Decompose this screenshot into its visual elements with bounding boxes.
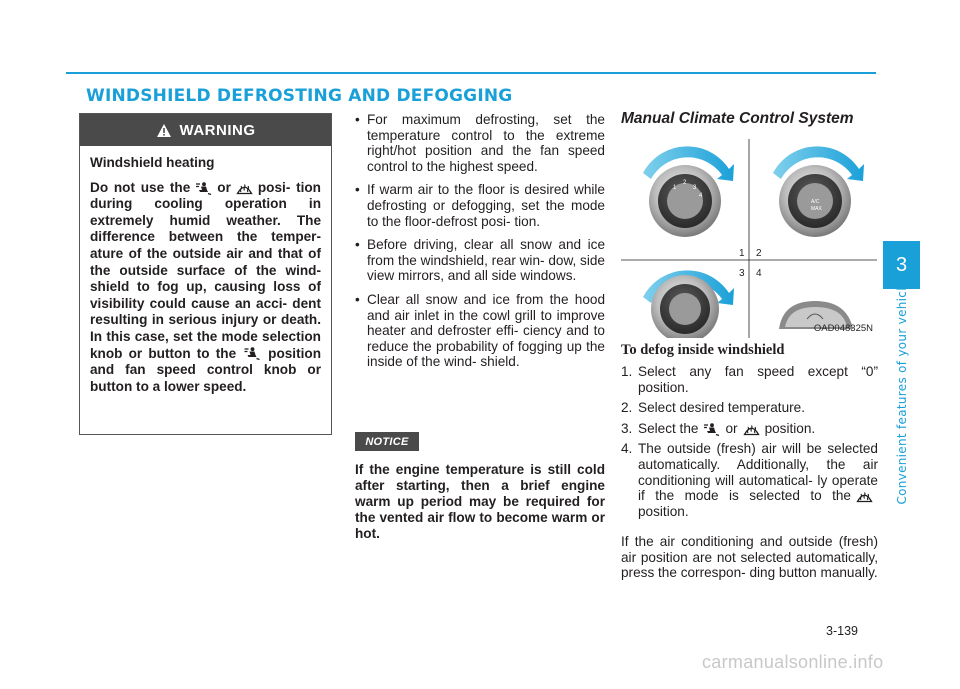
step-number: 2. — [621, 400, 633, 416]
defrost-icon — [236, 182, 253, 195]
warning-body — [80, 146, 331, 395]
quadrant-label-1: 1 — [739, 248, 745, 259]
floor-defrost-icon — [703, 423, 720, 436]
watermark: carmanualsonline.info — [702, 652, 884, 672]
middle-column — [355, 112, 605, 378]
figure-code: OAD048325N — [813, 323, 873, 334]
fan-tick-2: 2 — [683, 180, 687, 186]
list-item — [621, 364, 878, 395]
step-number: 4. — [621, 441, 633, 457]
list-item — [621, 421, 878, 437]
quadrant-label-3: 3 — [739, 268, 745, 279]
climate-control-illustration — [621, 139, 877, 338]
warning-text-part1: Do not use the — [90, 179, 191, 195]
list-item — [355, 292, 605, 370]
step-text: position. — [764, 420, 816, 436]
list-item — [621, 441, 878, 519]
fan-tick-1: 1 — [673, 185, 677, 191]
page-number: 3-139 — [826, 624, 858, 638]
bullet-dot: • — [355, 112, 360, 127]
temp-label-ac: A/C — [811, 199, 820, 205]
step-text: Select the — [638, 420, 699, 436]
bullet-dot: • — [355, 182, 360, 198]
quadrant-label-4: 4 — [756, 268, 762, 279]
step-text: Select desired temperature. — [638, 400, 805, 416]
fan-tick-4: 4 — [699, 193, 703, 199]
list-item — [355, 112, 605, 174]
list-item — [355, 182, 605, 229]
top-rule — [66, 72, 876, 74]
step-text: Select any fan speed except “0” position. — [638, 364, 878, 395]
bullet-dot: • — [355, 291, 360, 307]
bullet-text: Before driving, clear all snow and ice from the windshield, rear win- dow, side view mirrors, and all side windows. — [367, 237, 605, 284]
fan-speed-knob — [643, 146, 734, 237]
temp-label-max: MAX — [811, 206, 822, 212]
bullet-list — [355, 112, 605, 370]
warning-heading: Windshield heating — [90, 155, 215, 170]
warning-title: WARNING — [179, 121, 256, 139]
final-paragraph: If the air conditioning and outside (fresh) air position are not selected automatically, press the correspon- ding button manually. — [621, 534, 878, 581]
warning-header — [80, 114, 331, 146]
warning-triangle-icon — [156, 123, 172, 138]
mode-knob — [643, 270, 734, 338]
list-item — [355, 237, 605, 284]
floor-defrost-icon — [241, 347, 263, 360]
step-text: position. — [638, 503, 689, 519]
warning-text — [90, 180, 321, 396]
fan-tick-3: 3 — [693, 185, 697, 191]
bullet-text: If warm air to the floor is desired while defrosting or defogging, set the mode to the floor-defrost posi- tion. — [367, 182, 605, 229]
bullet-text: For maximum defrosting, set the temperature control to the extreme right/hot position and the fan speed control to the highest speed. — [367, 112, 605, 174]
bullet-dot: • — [355, 237, 360, 253]
bullet-text: Clear all snow and ice from the hood and air inlet in the cowl grill to improve heater and defroster effi- ciency and to reduce the probability of fogging up the inside of the wind- shield. — [367, 291, 605, 370]
warning-text-part3: position and fan speed control knob or button to a lower speed. — [90, 345, 321, 394]
temperature-knob — [773, 146, 864, 237]
quadrant-label-2: 2 — [756, 248, 762, 259]
floor-defrost-icon — [195, 182, 212, 195]
steps-list — [621, 364, 878, 524]
climate-control-figure — [621, 139, 877, 338]
notice-badge: NOTICE — [355, 432, 419, 451]
notice-text: If the engine temperature is still cold after starting, then a brief engine warm up period may be required for the vented air flow to become warm or hot. — [355, 462, 605, 541]
step-number: 1. — [621, 364, 633, 379]
warning-box — [79, 113, 332, 435]
warning-or: or — [217, 179, 231, 195]
warning-text-part2: posi- tion during cooling operation in extremely humid weather. The difference between the temper- ature of the outside air and that of the outside surface of the wind- shield to fog up, causing loss of visibility could cause an acci- dent resulting in serious injury or death. In this case, set the mode selection knob or button to the — [90, 179, 321, 361]
step-number: 3. — [621, 420, 633, 436]
chapter-side-title: Convenient features of your vehicle — [895, 279, 909, 505]
chapter-tab: 3 — [883, 241, 920, 289]
manual-climate-title: Manual Climate Control System — [621, 110, 854, 127]
defrost-icon — [743, 423, 760, 436]
section-title: WINDSHIELD DEFROSTING AND DEFOGGING — [86, 86, 513, 106]
defog-heading: To defog inside windshield — [621, 342, 785, 358]
defrost-icon — [856, 490, 873, 503]
list-item — [621, 400, 878, 416]
step-text: The outside (fresh) air will be selected automatically. Additionally, the air conditioning will automatical- ly operate if the mode is selected to the — [638, 441, 878, 504]
step-or: or — [725, 420, 738, 436]
